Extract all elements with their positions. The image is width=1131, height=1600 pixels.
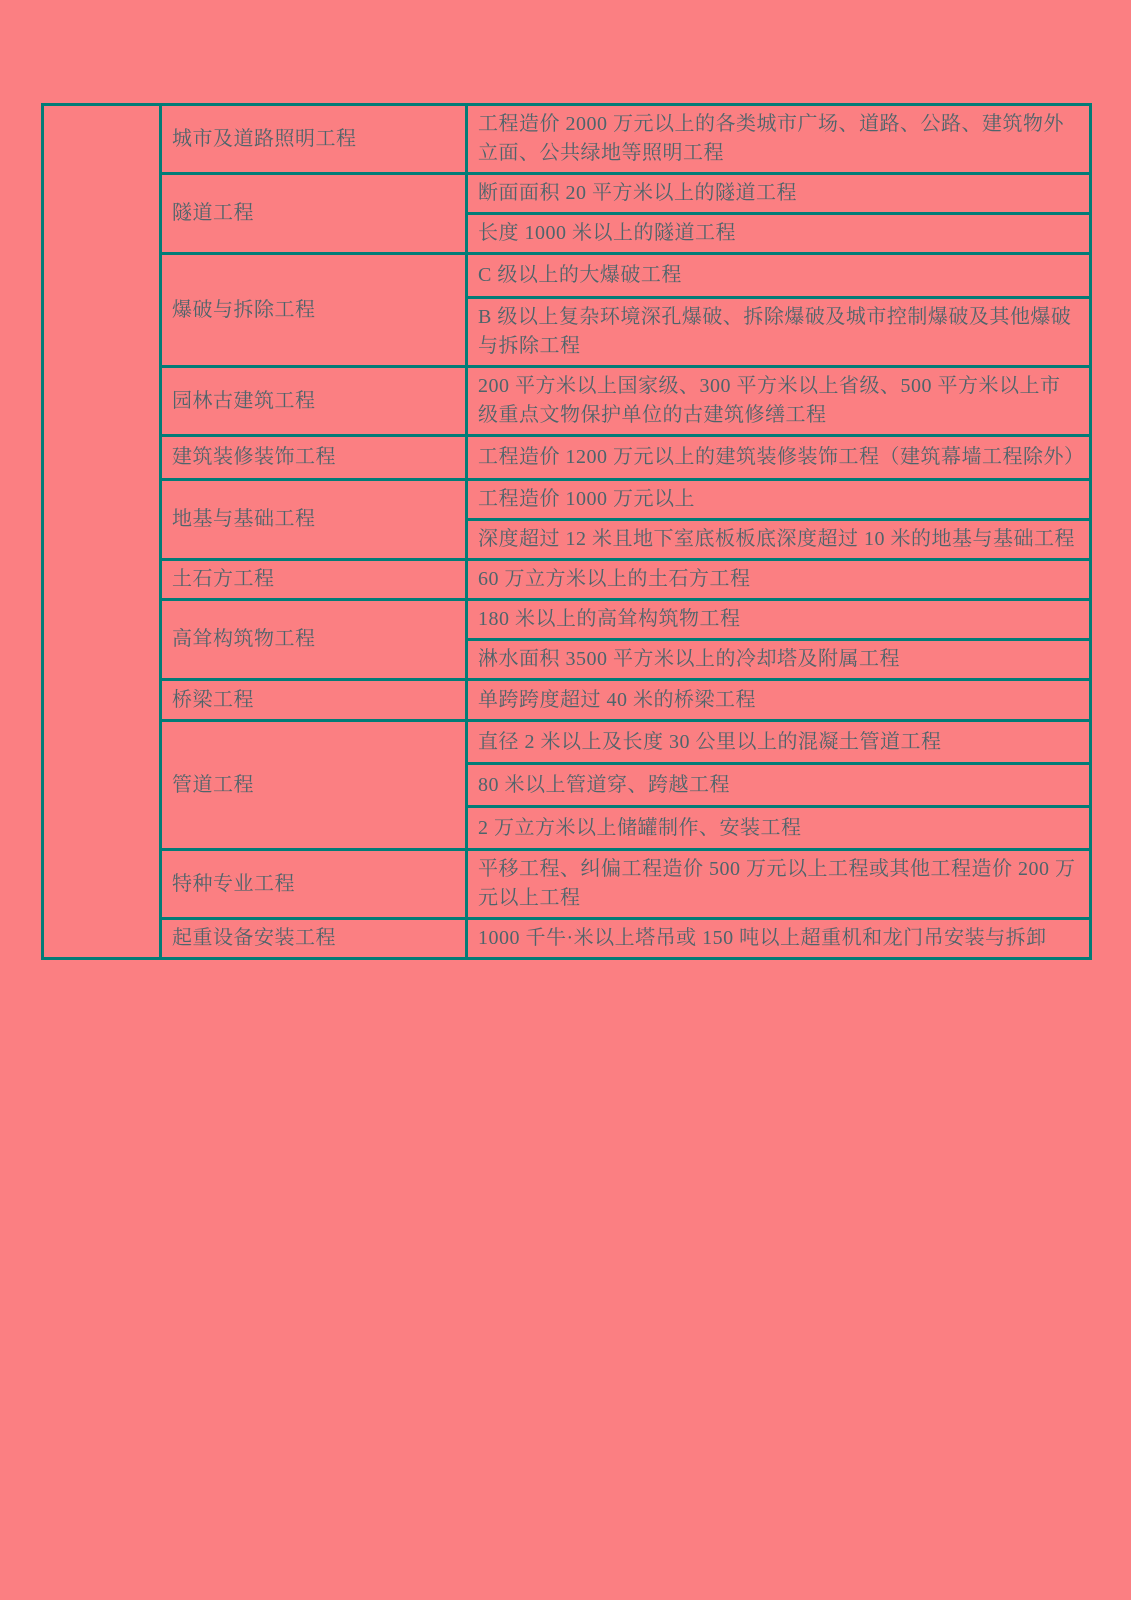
spec-cell: 工程造价 1000 万元以上 xyxy=(467,480,1091,520)
category-cell: 土石方工程 xyxy=(161,560,467,600)
spec-cell: 单跨跨度超过 40 米的桥梁工程 xyxy=(467,680,1091,721)
spec-cell: 200 平方米以上国家级、300 平方米以上省级、500 平方米以上市级重点文物保护单位的古建筑修缮工程 xyxy=(467,367,1091,436)
spec-cell: 1000 千牛·米以上塔吊或 150 吨以上超重机和龙门吊安装与拆卸 xyxy=(467,919,1091,959)
category-cell: 地基与基础工程 xyxy=(161,480,467,560)
spec-cell: 平移工程、纠偏工程造价 500 万元以上工程或其他工程造价 200 万元以上工程 xyxy=(467,850,1091,919)
spec-cell: 长度 1000 米以上的隧道工程 xyxy=(467,214,1091,254)
spec-cell: 工程造价 1200 万元以上的建筑装修装饰工程（建筑幕墙工程除外） xyxy=(467,436,1091,480)
category-cell: 园林古建筑工程 xyxy=(161,367,467,436)
spec-cell: 深度超过 12 米且地下室底板板底深度超过 10 米的地基与基础工程 xyxy=(467,520,1091,560)
category-cell: 爆破与拆除工程 xyxy=(161,254,467,367)
spec-cell: 60 万立方米以上的土石方工程 xyxy=(467,560,1091,600)
category-cell: 起重设备安装工程 xyxy=(161,919,467,959)
category-cell: 特种专业工程 xyxy=(161,850,467,919)
spec-cell: 80 米以上管道穿、跨越工程 xyxy=(467,764,1091,807)
spec-cell: 淋水面积 3500 平方米以上的冷却塔及附属工程 xyxy=(467,640,1091,680)
project-scale-table xyxy=(41,103,1092,960)
category-cell: 建筑装修装饰工程 xyxy=(161,436,467,480)
category-cell: 桥梁工程 xyxy=(161,680,467,721)
spec-cell: 工程造价 2000 万元以上的各类城市广场、道路、公路、建筑物外立面、公共绿地等照明工程 xyxy=(467,105,1091,174)
empty-spanner-cell xyxy=(43,105,161,959)
spec-cell: 180 米以上的高耸构筑物工程 xyxy=(467,600,1091,640)
spec-cell: 直径 2 米以上及长度 30 公里以上的混凝土管道工程 xyxy=(467,721,1091,764)
spec-cell: 2 万立方米以上储罐制作、安装工程 xyxy=(467,807,1091,850)
category-cell: 隧道工程 xyxy=(161,174,467,254)
spec-cell: 断面面积 20 平方米以上的隧道工程 xyxy=(467,174,1091,214)
category-cell: 城市及道路照明工程 xyxy=(161,105,467,174)
spec-cell: B 级以上复杂环境深孔爆破、拆除爆破及城市控制爆破及其他爆破与拆除工程 xyxy=(467,298,1091,367)
category-cell: 管道工程 xyxy=(161,721,467,850)
category-cell: 高耸构筑物工程 xyxy=(161,600,467,680)
spec-cell: C 级以上的大爆破工程 xyxy=(467,254,1091,298)
